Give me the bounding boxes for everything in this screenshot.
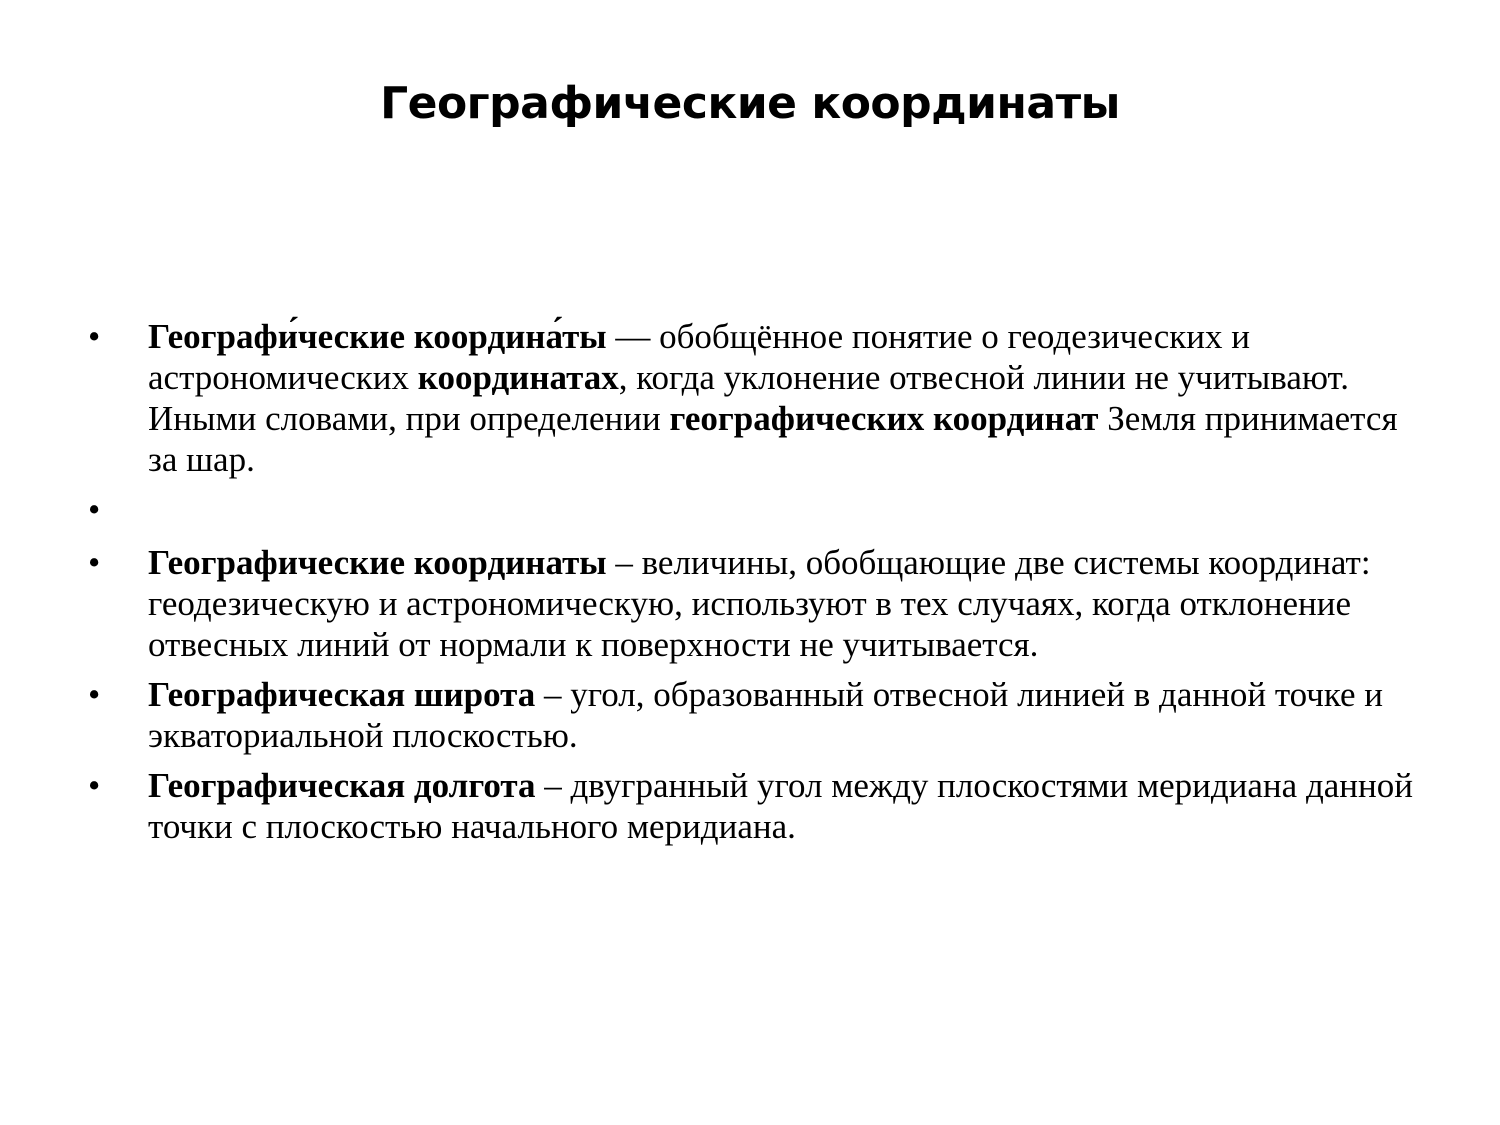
- bullet-term: Географические координаты: [148, 543, 607, 582]
- bullet-term: Географи́ческие координа́ты: [148, 317, 607, 356]
- bullet-list: [88, 316, 1418, 856]
- bullet-icon: •: [88, 490, 101, 529]
- bullet-icon: •: [88, 543, 101, 582]
- bullet-item-empty: [88, 489, 1418, 530]
- bullet-icon: •: [88, 317, 101, 356]
- bullet-text: — обобщённое понятие о геодезических и астрономических: [148, 317, 1250, 397]
- bullet-icon: •: [88, 766, 101, 805]
- bullet-term-inline: координатах: [417, 358, 619, 397]
- bullet-item-definition: [88, 316, 1418, 480]
- bullet-item-longitude: [88, 765, 1418, 847]
- bullet-text: – величины, обобщающие две системы координат: геодезическую и астрономическую, используют в тех случаях, когда отклонение отвесных линий от нормали к поверхности не учитывается.: [148, 543, 1371, 664]
- bullet-text: Земля принимается за шар.: [148, 399, 1398, 479]
- bullet-term: Географическая широта: [148, 675, 536, 714]
- bullet-text: – угол, образованный отвесной линией в данной точке и экваториальной плоскостью.: [148, 675, 1384, 755]
- bullet-icon: •: [88, 675, 101, 714]
- bullet-item-coordinates: [88, 542, 1418, 665]
- bullet-text: – двугранный угол между плоскостями меридиана данной точки с плоскостью начального меридиана.: [148, 766, 1413, 846]
- bullet-item-latitude: [88, 674, 1418, 756]
- bullet-term-inline: географических координат: [669, 399, 1099, 438]
- slide-title: Географические координаты: [380, 78, 1120, 129]
- bullet-text: , когда уклонение отвесной линии не учитывают. Иными словами, при определении: [148, 358, 1349, 438]
- bullet-term: Географическая долгота: [148, 766, 536, 805]
